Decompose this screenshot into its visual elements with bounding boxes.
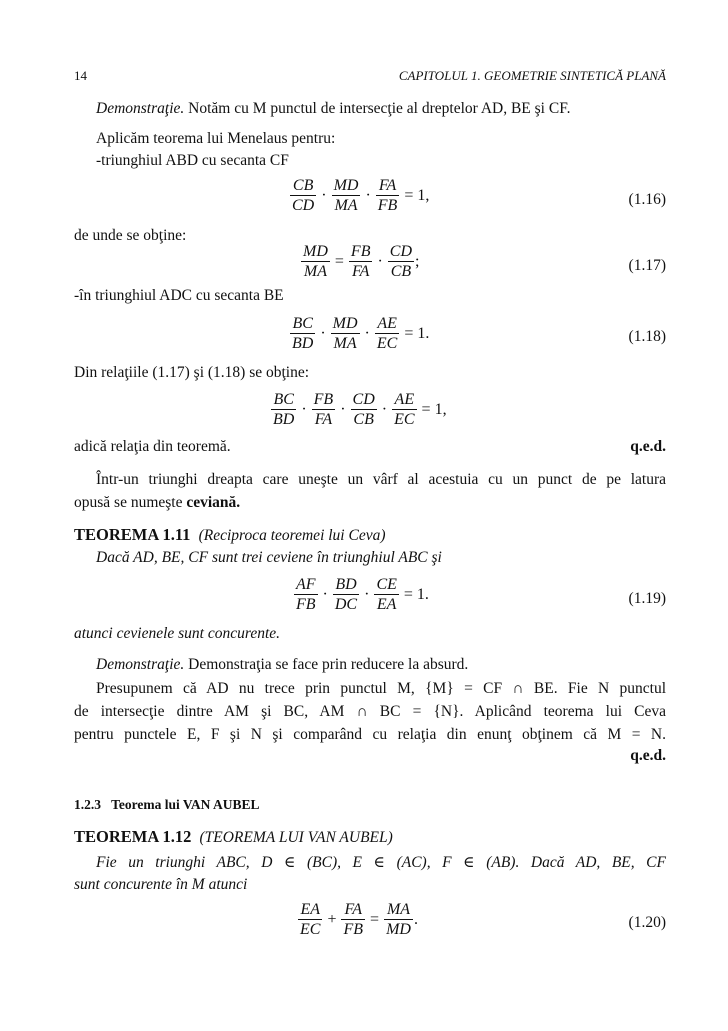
theorem-1-11-conclusion: atunci cevienele sunt concurente. [74,625,281,642]
ceviana-term: ceviană. [186,494,241,511]
equation-ceva: $\frac{BC}{BD}$ · $\frac{FB}{FA}$ · $\frac{CD}{CB}$ · $\frac{AE}{EC}$ = 1, [273,391,447,428]
equation-number: (1.19) [628,590,666,607]
proof2-line4: pentru punctele E, F şi N şi comparând cu relaţia din enunţ obţinem că M = N. [74,726,666,743]
proof-label: Demonstraţie. [96,656,185,673]
ceviana-line2: opusă se numeşte ceviană. [74,494,241,511]
equation-number: (1.20) [628,914,666,931]
equation-1-18: $\frac{BC}{BD}$ · $\frac{MD}{MA}$ · $\frac{AE}{EC}$ = 1. [292,315,430,352]
qed-mark: q.e.d. [630,438,666,455]
equation-number: (1.16) [628,191,666,208]
proof2-line1: Demonstraţie. Demonstraţia se face prin reducere la absurd. [96,656,469,673]
theorem-1-12-statement1: Fie un triunghi ABC, D ∈ (BC), E ∈ (AC), F ∈ (AB). Dacă AD, BE, CF [96,854,666,871]
proof1-line2: Aplicăm teorema lui Menelaus pentru: [96,130,336,147]
theorem-subtitle: (Reciproca teoremei lui Ceva) [198,527,386,544]
proof1-line3: -triunghiul ABD cu secanta CF [96,152,289,169]
theorem-1-11-heading [74,525,386,545]
proof1-line5: -în triunghiul ADC cu secanta BE [74,287,284,304]
proof-label: Demonstraţie. [96,100,185,117]
proof1-text1: Notăm cu M punctul de intersecţie al dreptelor AD, BE şi CF. [188,100,571,117]
proof1-line6: Din relaţiile (1.17) şi (1.18) se obţine: [74,364,310,381]
running-title: CAPITOLUL 1. GEOMETRIE SINTETICĂ PLANĂ [398,68,666,83]
section-heading: 1.2.3 Teorema lui VAN AUBEL [74,797,260,812]
proof1-line4: de unde se obţine: [74,227,187,244]
qed-mark: q.e.d. [630,747,666,764]
theorem-title: TEOREMA 1.12 [74,827,192,846]
theorem-1-11-statement: Dacă AD, BE, CF sunt trei ceviene în triunghiul ABC şi [96,549,442,566]
equation-number: (1.17) [628,257,666,274]
equation-1-20: $\frac{EA}{EC}$ + $\frac{FA}{FB}$ = $\frac{MA}{MD}$ . [300,901,418,938]
theorem-subtitle: (TEOREMA LUI VAN AUBEL) [199,829,393,846]
equation-1-16: $\frac{CB}{CD}$ · $\frac{MD}{MA}$ · $\frac{FA}{FB}$ = 1, [292,177,430,214]
proof2-line2: Presupunem că AD nu trece prin punctul M, {M} = CF ∩ BE. Fie N punctul [96,680,666,697]
equation-1-19: $\frac{AF}{FB}$ · $\frac{BD}{DC}$ · $\frac{CE}{EA}$ = 1. [296,576,429,613]
theorem-1-12-heading [74,827,393,847]
theorem-title: TEOREMA 1.11 [74,525,191,544]
page-number: 14 [74,68,87,83]
equation-1-17: $\frac{MD}{MA}$ = $\frac{FB}{FA}$ · $\frac{CD}{CB}$ ; [303,243,420,280]
equation-number: (1.18) [628,328,666,345]
theorem-1-12-statement2: sunt concurente în M atunci [74,876,248,893]
proof1-line1 [96,100,570,118]
proof1-line7: adică relaţia din teoremă. [74,438,231,455]
proof2-line3: de intersecţie dintre AM şi BC, AM ∩ BC = {N}. Aplicând teorema lui Ceva [74,703,666,720]
ceviana-line1: Într-un triunghi dreapta care uneşte un vârf al acestuia cu un punct de pe latura [96,471,666,488]
